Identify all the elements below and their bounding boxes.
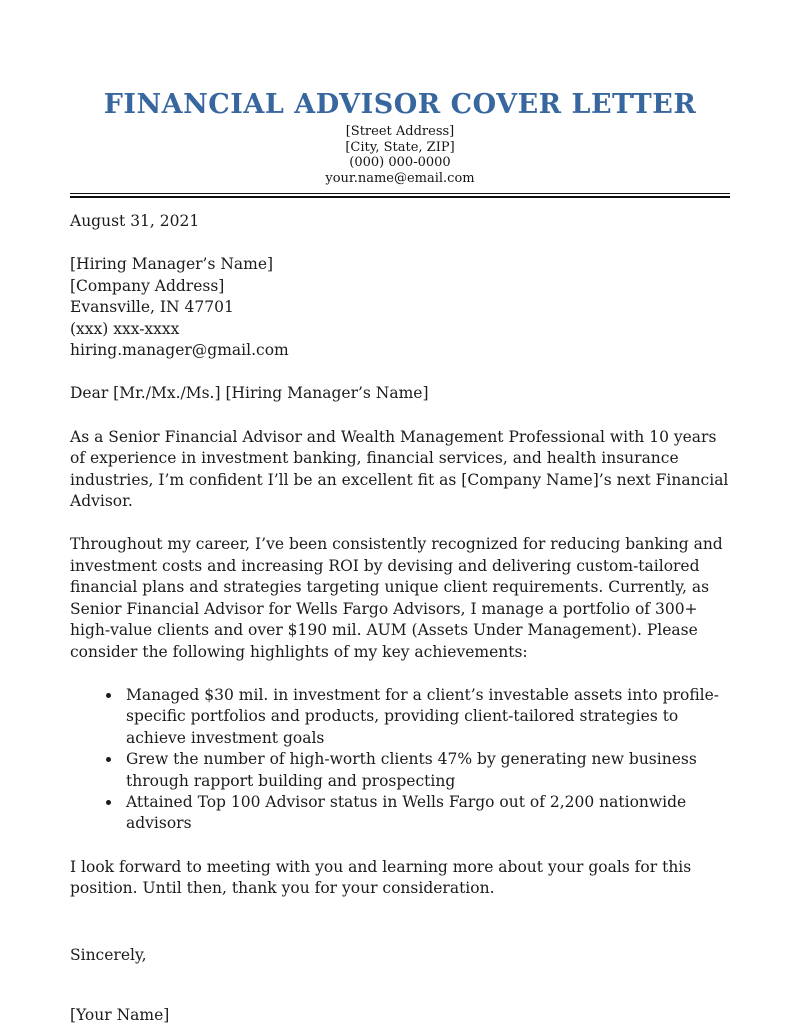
recipient-phone: (xxx) xxx-xxxx <box>70 319 180 338</box>
recipient-email: hiring.manager@gmail.com <box>70 341 289 360</box>
recipient-block <box>70 254 730 361</box>
recipient-name: [Hiring Manager’s Name] <box>70 255 274 274</box>
achievement-item: • Attained Top 100 Advisor status in Wells Fargo out of 2,200 nationwide advisors <box>122 792 730 835</box>
signature-name: [Your Name] <box>70 1005 170 1024</box>
contact-phone: (000) 000-0000 <box>349 155 451 170</box>
closing-paragraph: I look forward to meeting with you and learning more about your goals for this position. Until then, thank you for your consideration. <box>70 857 692 898</box>
contact-email: your.name@email.com <box>325 170 475 186</box>
achievement-item: • Grew the number of high-worth clients 47% by generating new business through rapport building and prospecting <box>122 749 730 792</box>
signoff: Sincerely, <box>70 945 147 964</box>
recipient-city-state-zip: Evansville, IN 47701 <box>70 298 234 317</box>
achievement-list <box>70 685 730 835</box>
salutation: Dear [Mr./Mx./Ms.] [Hiring Manager’s Name] <box>70 384 429 403</box>
contact-city-state-zip: [City, State, ZIP] <box>345 139 455 155</box>
letter-body <box>70 211 730 1026</box>
header-divider <box>70 193 730 198</box>
contact-street: [Street Address] <box>345 124 455 139</box>
page-title: FINANCIAL ADVISOR COVER LETTER <box>103 89 697 120</box>
intro-paragraph: As a Senior Financial Advisor and Wealth Management Professional with 10 years of experience in investment banking, financial services, and health insurance industries, I’m confident I’ll be an excellent fit as [Company Name]’s next Financial Advisor. <box>70 427 729 511</box>
experience-paragraph: Throughout my career, I’ve been consistently recognized for reducing banking and investment costs and increasing ROI by devising and delivering custom-tailored financial plans and strategies targeting unique client requirements. Currently, as Senior Financial Advisor for Wells Fargo Advisors, I manage a portfolio of 300+ high-value clients and over $190 mil. AUM (Assets Under Management). Please consider the following highlights of my key achievements: <box>70 535 723 661</box>
letter-header <box>0 0 800 186</box>
recipient-company-address: [Company Address] <box>70 276 225 295</box>
achievement-item: • Managed $30 mil. in investment for a client’s investable assets into profile-specific portfolios and products, providing client-tailored strategies to achieve investment goals <box>122 685 730 749</box>
date-line: August 31, 2021 <box>70 212 200 230</box>
